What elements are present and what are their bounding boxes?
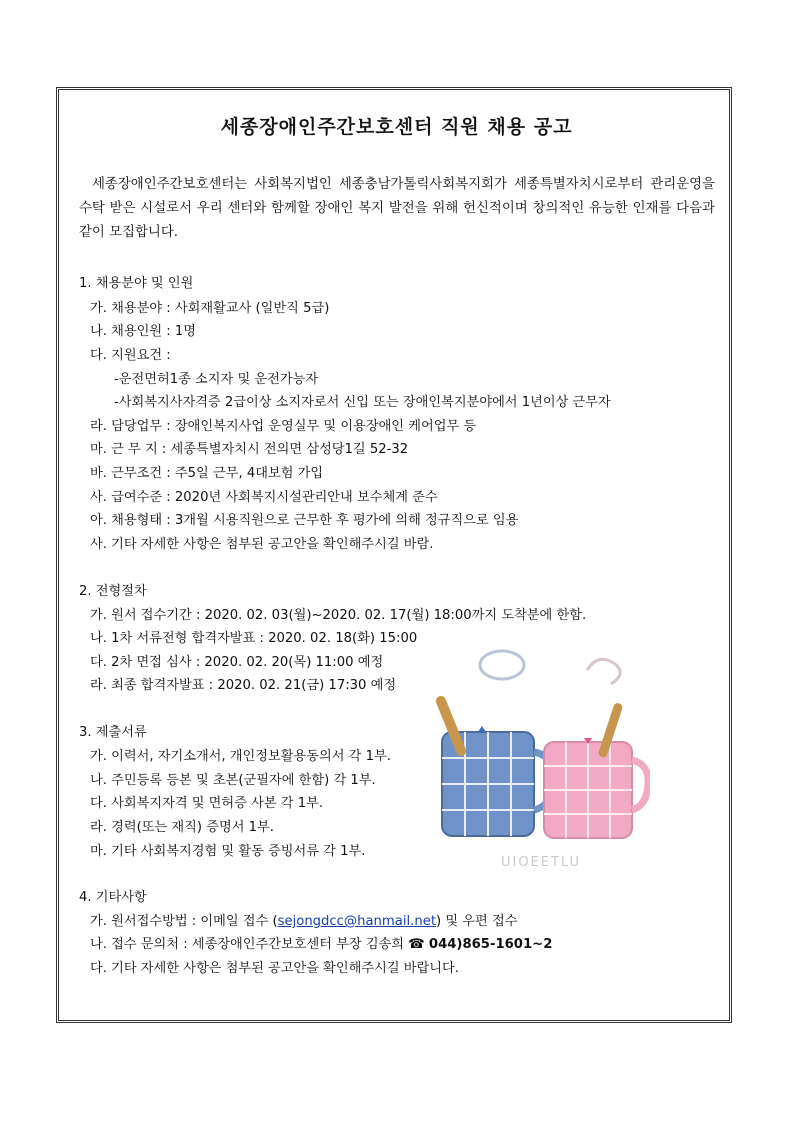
list-item: 아. 채용형태 : 3개월 시용직원으로 근무한 후 평가에 의해 정규직으로 임용 (90, 513, 519, 528)
inquiry-contact (90, 933, 552, 952)
list-item: 다. 지원요건 : (90, 348, 171, 363)
list-item: 바. 근무조건 : 주5일 근무, 4대보험 가입 (90, 466, 324, 481)
list-item: 가. 이력서, 자기소개서, 개인정보활용동의서 각 1부. (90, 749, 391, 764)
list-item: 나. 1차 서류전형 합격자발표 : 2020. 02. 18(화) 15:00 (90, 631, 418, 646)
list-item: 다. 2차 면접 심사 : 2020. 02. 20(목) 11:00 예정 (90, 655, 384, 670)
intro-text: 세종장애인주간보호센터는 사회복지법인 세종충남가톨릭사회복지회가 세종특별자치시로부터 관리운영을 수탁 받은 시설로서 우리 센터와 함께할 장애인 복지 발전을 위해 헌신적이며 창의적인 유능한 인재를 다음과 같이 모집합니다. (79, 177, 715, 240)
list-item: 사. 기타 자세한 사항은 첨부된 공고안을 확인해주시길 바람. (90, 537, 434, 552)
application-method (90, 910, 517, 929)
telephone-icon: ☎ (408, 937, 425, 952)
list-item: 나. 주민등록 등본 및 초본(군필자에 한함) 각 1부. (90, 773, 376, 788)
email-link[interactable]: sejongdcc@hanmail.net (277, 914, 437, 929)
phone-number: 044)865-1601~2 (428, 937, 553, 952)
application-method-suffix: ) 및 우편 접수 (436, 914, 518, 929)
section-heading-1: 1. 채용분야 및 인원 (79, 276, 194, 291)
coffee-mugs-illustration (432, 640, 650, 872)
list-item: 마. 근 무 지 : 세종특별자치시 전의면 삼성당1길 52-32 (90, 442, 409, 457)
list-item: 라. 최종 합격자발표 : 2020. 02. 21(금) 17:30 예정 (90, 678, 397, 693)
list-item: 다. 사회복지자격 및 면허증 사본 각 1부. (90, 796, 324, 811)
list-item: 사. 급여수준 : 2020년 사회복지시설관리안내 보수체계 준수 (90, 490, 438, 505)
list-item: 마. 기타 사회복지경험 및 활동 증빙서류 각 1부. (90, 844, 366, 859)
section-heading-3: 3. 제출서류 (79, 725, 147, 740)
list-item: -운전면허1종 소지자 및 운전가능자 (114, 372, 319, 387)
list-item: 가. 채용분야 : 사회재활교사 (일반직 5급) (90, 301, 330, 316)
application-method-label: 가. 원서접수방법 : 이메일 접수 ( (90, 914, 278, 929)
list-item: 라. 담당업무 : 장애인복지사업 운영실무 및 이용장애인 케어업무 등 (90, 419, 477, 434)
list-item: 가. 원서 접수기간 : 2020. 02. 03(월)~2020. 02. 17(월) 18:00까지 도착분에 한함. (90, 608, 587, 623)
final-note: 다. 기타 자세한 사항은 첨부된 공고안을 확인해주시길 바랍니다. (90, 961, 459, 976)
list-item: 나. 채용인원 : 1명 (90, 324, 197, 339)
page-title: 세종장애인주간보호센터 직원 채용 공고 (220, 116, 573, 138)
section-heading-4: 4. 기타사항 (79, 890, 147, 905)
list-item: -사회복지사자격증 2급이상 소지자로서 신입 또는 장애인복지분야에서 1년이상 근무자 (114, 395, 611, 410)
art-caption: UIOEETLU (500, 855, 582, 870)
inquiry-label: 나. 접수 문의처 : 세종장애인주간보호센터 부장 김송희 (90, 937, 409, 952)
list-item: 라. 경력(또는 재직) 증명서 1부. (90, 820, 274, 835)
intro-paragraph (79, 173, 715, 245)
section-heading-2: 2. 전형절차 (79, 584, 147, 599)
